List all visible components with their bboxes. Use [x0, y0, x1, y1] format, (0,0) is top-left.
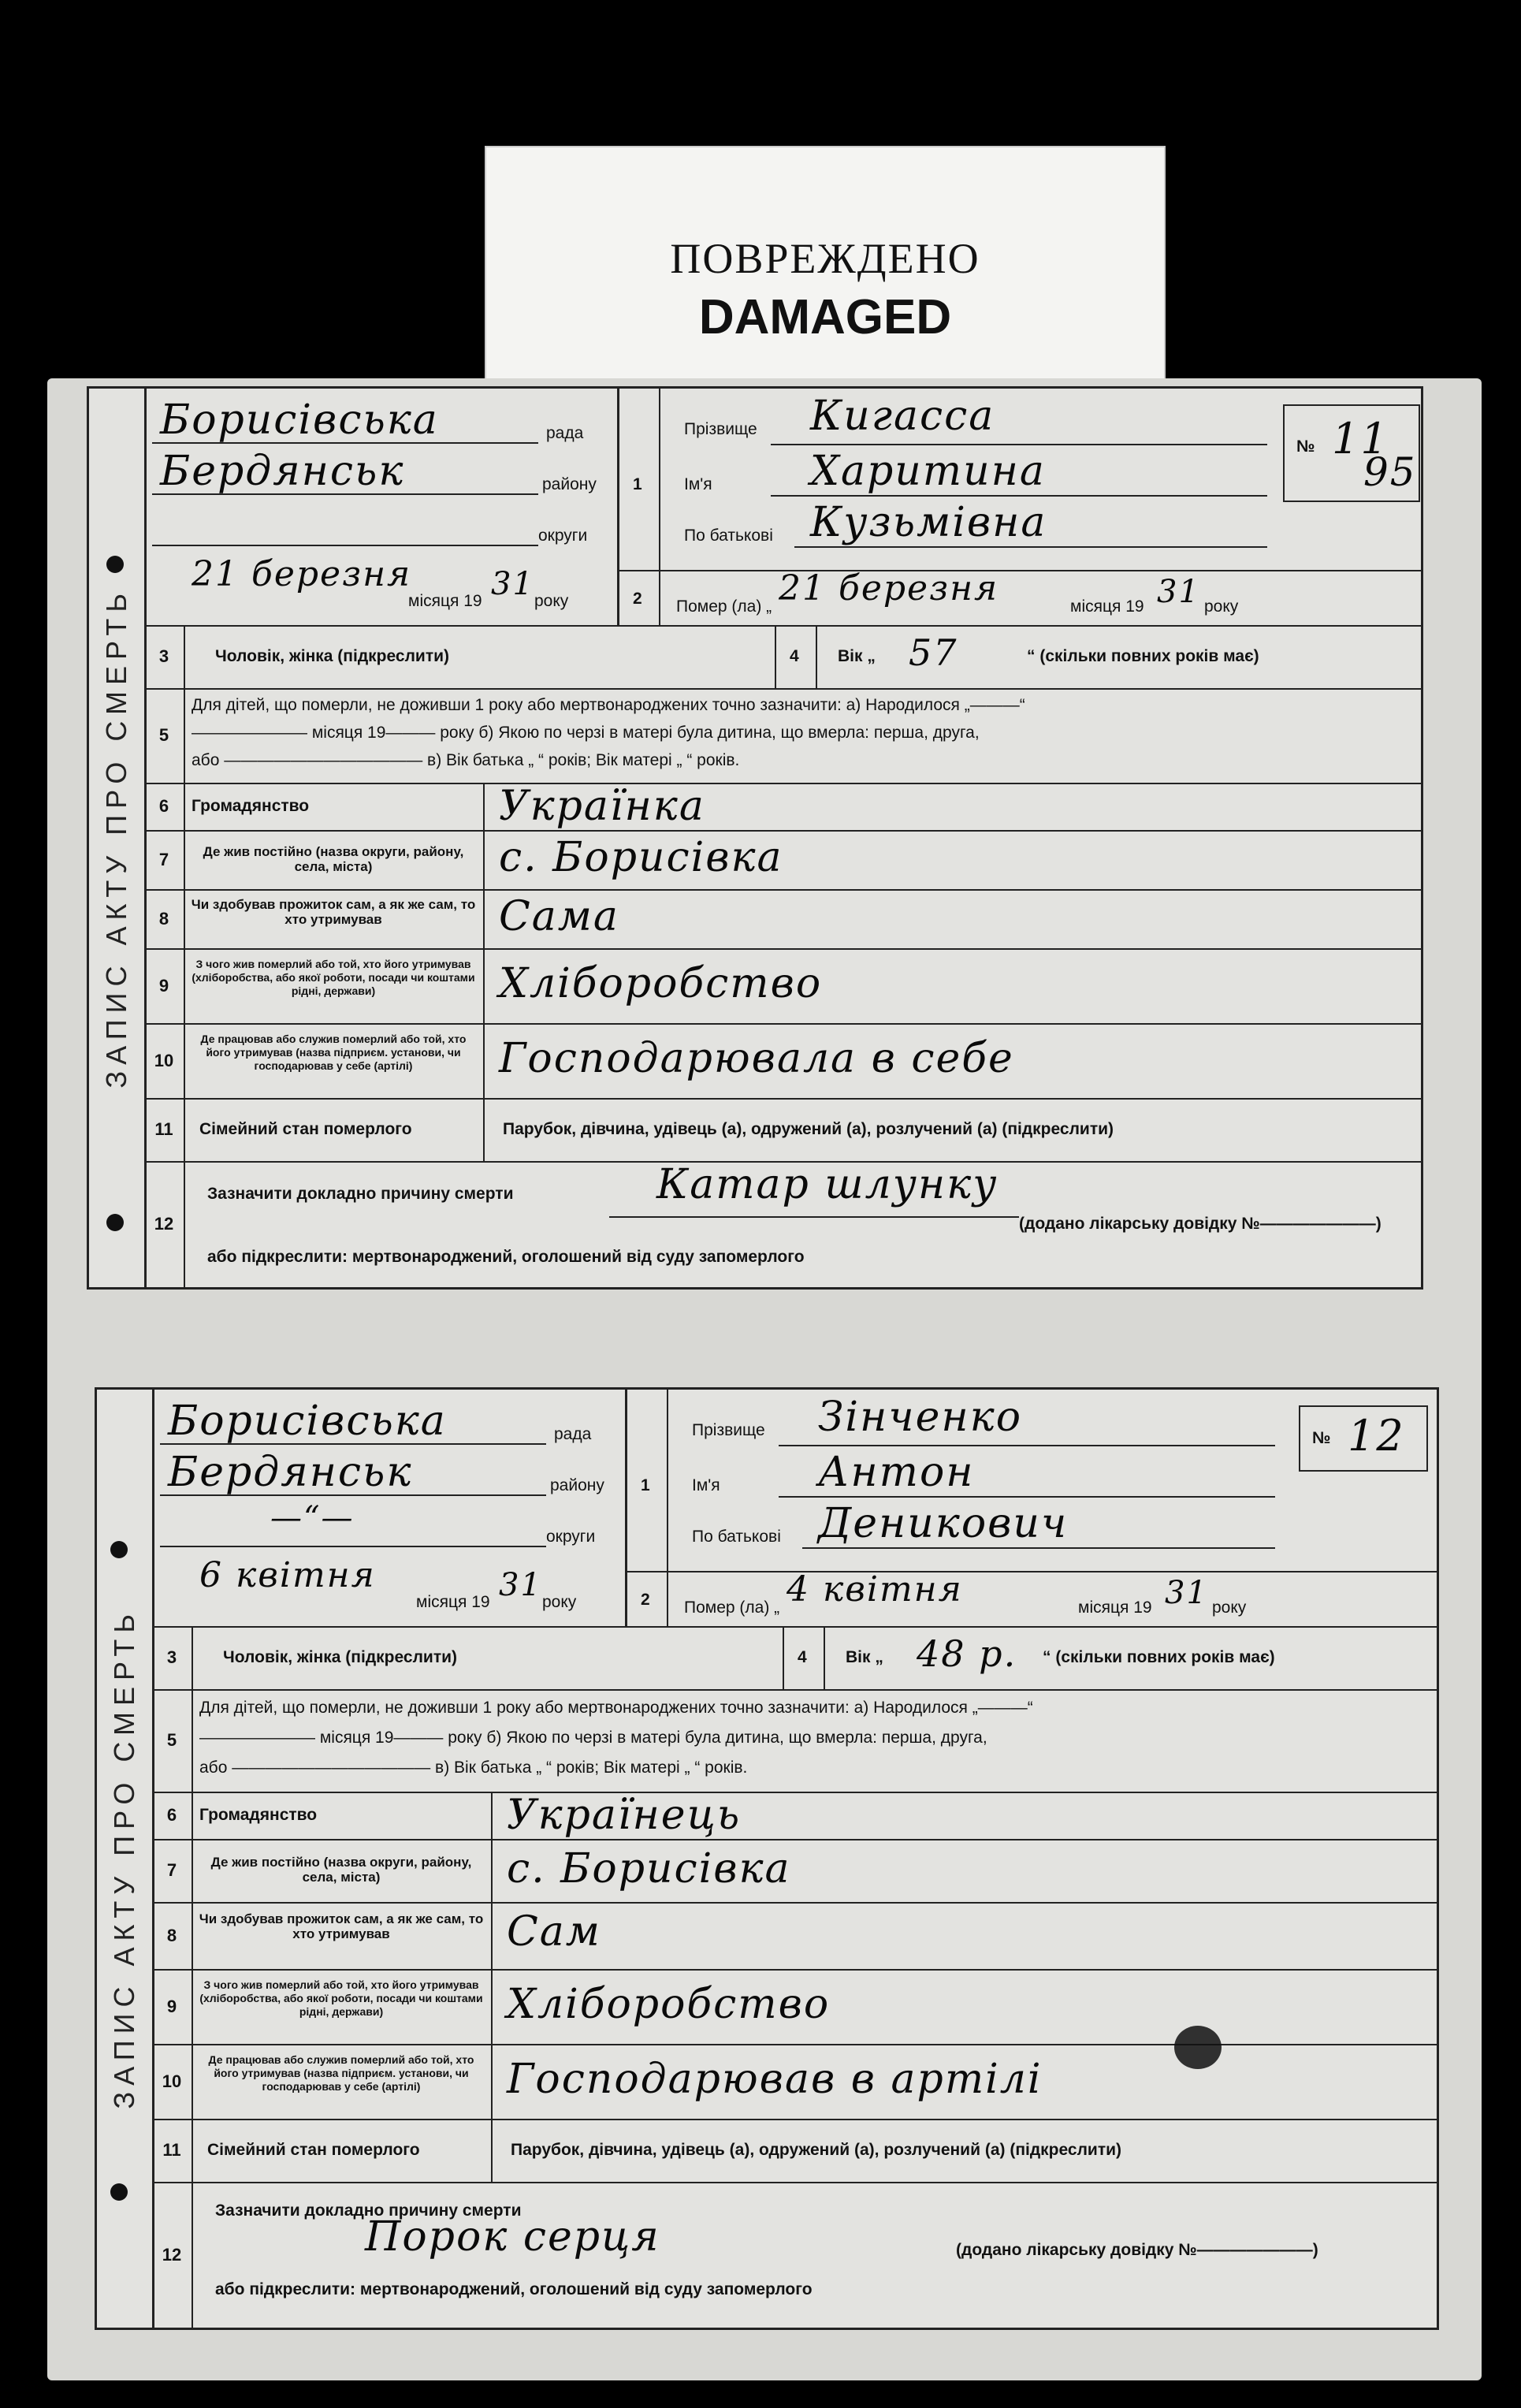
children-line-1: Для дітей, що померли, не доживши 1 року або мертвонароджених точно зазначити: а) Народилося „———“ [192, 696, 1025, 714]
age-label: Вік „ [838, 647, 876, 665]
death-record-1 [87, 386, 1423, 1290]
row-cause-2: 12 Зазначити докладно причину смерти Порок серця (додано лікарську довідку №———————) або підкреслити: мертвонароджений, оголошений від суду запомерлого [152, 2182, 1437, 2328]
number-label-2: № [1312, 1429, 1331, 1447]
marital-options: Парубок, дівчина, удівець (а), одружений (а), розлучений (а) (підкреслити) [503, 1120, 1114, 1138]
row-cause: 12 Зазначити докладно причину смерти Катар шлунку (додано лікарську довідку №———————) або підкреслити: мертвонароджений, оголошений від суду запомерлого [144, 1161, 1421, 1287]
residence-value: с. Борисівка [499, 834, 783, 881]
raion-value-2: Бердянськ [168, 1449, 413, 1496]
punch-hole [106, 1214, 124, 1231]
row-sex-age: 3 Чоловік, жінка (підкреслити) 4 Вік „ 57 “ (скільки повних років має) [144, 625, 1421, 690]
patronymic-value: Кузьмівна [810, 499, 1047, 546]
damaged-stamp [485, 146, 1166, 401]
cause-alt-2: або підкреслити: мертвонароджений, оголошений від суду запомерлого [215, 2280, 813, 2298]
died-label-2: Помер (ла) „ [684, 1599, 780, 1617]
rada-label-2: рада [554, 1425, 592, 1443]
paper-sheet [47, 378, 1482, 2380]
rada-value-2: Борисівська [168, 1398, 447, 1445]
number-label: № [1296, 437, 1315, 456]
row-residence: 7 Де жив постійно (назва округи, району, села, міста) с. Борисівка [144, 830, 1421, 891]
punch-hole [106, 556, 124, 573]
row-livelihood-2: 8 Чи здобував прожиток сам, а як же сам, то хто утримував Сам [152, 1902, 1437, 1971]
livelihood-value-2: Сам [507, 1908, 601, 1956]
marital-label: Сімейний стан померлого [199, 1120, 412, 1138]
row-work: 10 Де працював або служив померлий або той, хто його утримував (назва підприєм. установи, чи господарював у себе (артілі) Господарювала в себе [144, 1023, 1421, 1100]
reg-month-label-2: місяця 19 [416, 1593, 490, 1611]
death-year-label: року [1204, 597, 1239, 616]
died-label: Помер (ла) „ [676, 597, 772, 616]
reg-year-label-2: року [542, 1593, 577, 1611]
row-marital: 11 Сімейний стан померлого Парубок, дівчина, удівець (а), одружений (а), розлучений (а) (підкреслити) [144, 1098, 1421, 1163]
okruha-label-2: округи [546, 1528, 596, 1546]
residence-label: Де жив постійно (назва округи, району, села, міста) [203, 844, 464, 874]
header-block: Борисівська рада Бердянськ району округи 21 березня місяця 19 31 року 1 2 Прізвище Кигасса Ім'я Харитина По батькові Кузьмівна № 11 95 Помер (ла) „ 21 березня місяця 19 31 року [144, 389, 1421, 627]
death-month-label: місяця 19 [1070, 597, 1144, 616]
side-title: ЗАПИС АКТУ ПРО СМЕРТЬ [89, 389, 147, 1287]
reg-month-label: місяця 19 [408, 592, 482, 610]
source-value-2: Хліборобство [507, 1981, 831, 2028]
death-date-2: 4 квітня [787, 1569, 963, 1610]
row-children: 5 Для дітей, що померли, не доживши 1 року або мертвонароджених точно зазначити: а) Народилося „———“ ——————— місяця 19——— року б) Якою по черзі в матері була дитина, що вмерла: перша, друга, або ———————————— в) Вік батька „ “ років; Вік матері „ “ років. [144, 688, 1421, 784]
okruha-value-2: —“— [270, 1500, 355, 1536]
death-year: 31 [1157, 574, 1200, 610]
cause-value: Катар шлунку [656, 1161, 999, 1208]
livelihood-value: Сама [499, 893, 619, 940]
ink-stain [1174, 2026, 1222, 2069]
work-label: Де працював або служив померлий або той, хто його утримував (назва підприєм. установи, чи господарював у себе (артілі) [200, 1033, 467, 1072]
surname-label: Прізвище [684, 420, 757, 438]
death-month-label-2: місяця 19 [1078, 1599, 1152, 1617]
work-value-2: Господарював в артілі [507, 2056, 1043, 2103]
patronymic-value-2: Деникович [818, 1500, 1069, 1547]
citizenship-label-2: Громадянство [199, 1806, 318, 1824]
record-number-2: 95 [1363, 449, 1417, 495]
record-number-b: 12 [1348, 1411, 1405, 1461]
children-line-1b: Для дітей, що померли, не доживши 1 року або мертвонароджених точно зазначити: а) Народилося „———“ [199, 1699, 1033, 1717]
side-title-2: ЗАПИС АКТУ ПРО СМЕРТЬ [97, 1390, 154, 2328]
raion-label-2: району [550, 1476, 604, 1494]
header-block-2: Борисівська рада Бердянськ району —“— округи 6 квітня місяця 19 31 року 1 2 Прізвище Зінченко Ім'я Антон По батькові Деникович № 12 Помер (ла) „ 4 квітня місяця 19 31 року [152, 1390, 1437, 1628]
residence-label-2: Де жив постійно (назва округи, району, села, міста) [210, 1855, 472, 1885]
row-livelihood: 8 Чи здобував прожиток сам, а як же сам, то хто утримував Сама [144, 889, 1421, 950]
death-year-2: 31 [1165, 1575, 1208, 1611]
children-line-2b: ——————— місяця 19——— року б) Якою по черзі в матері була дитина, що вмерла: перша, друга, [199, 1729, 987, 1747]
age-value: 57 [909, 631, 958, 674]
death-record-2 [95, 1387, 1439, 2330]
patronymic-label-2: По батькові [692, 1528, 781, 1546]
surname-value-2: Зінченко [818, 1394, 1023, 1441]
marital-label-2: Сімейний стан померлого [207, 2141, 420, 2159]
row-work-2: 10 Де працював або служив померлий або той, хто його утримував (назва підприєм. установи, чи господарював у себе (артілі) Господарював в артілі [152, 2044, 1437, 2120]
row-sex-age-2: 3 Чоловік, жінка (підкреслити) 4 Вік „ 48 р. “ (скільки повних років має) [152, 1626, 1437, 1691]
raion-value: Бердянськ [160, 448, 405, 495]
registration-date: 21 березня [192, 554, 412, 594]
source-label-2: З чого жив померлий або той, хто його утримував (хліборобства, або якої роботи, посади чи коштами рідні, держави) [199, 1978, 483, 2018]
name-value: Харитина [810, 448, 1046, 495]
source-value: Хліборобство [499, 960, 823, 1007]
raion-label: району [542, 475, 597, 493]
name-label: Ім'я [684, 475, 712, 493]
cause-note-2: (додано лікарську довідку №———————) [956, 2241, 1318, 2259]
record-number: 11 [1332, 414, 1389, 463]
rada-value: Борисівська [160, 396, 439, 444]
row-children-2: 5 Для дітей, що померли, не доживши 1 року або мертвонароджених точно зазначити: а) Народилося „———“ ——————— місяця 19——— року б) Якою по черзі в матері була дитина, що вмерла: перша, друга, або ———————————— в) Вік батька „ “ років; Вік матері „ “ років. [152, 1689, 1437, 1793]
sex-label: Чоловік, жінка (підкреслити) [215, 647, 450, 665]
okruha-label: округи [538, 527, 588, 545]
name-label-2: Ім'я [692, 1476, 720, 1494]
registration-year-2: 31 [499, 1567, 542, 1603]
cause-note: (додано лікарську довідку №———————) [1019, 1215, 1382, 1233]
reg-year-label: року [534, 592, 569, 610]
registration-year: 31 [491, 566, 534, 602]
livelihood-label: Чи здобував прожиток сам, а як же сам, то хто утримував [191, 897, 476, 927]
children-line-3: або ———————————— в) Вік батька „ “ років; Вік матері „ “ років. [192, 751, 740, 769]
stamp-ru: ПОВРЕЖДЕНО [670, 235, 980, 282]
death-date: 21 березня [779, 568, 999, 609]
name-value-2: Антон [818, 1449, 975, 1496]
surname-label-2: Прізвище [692, 1421, 765, 1439]
marital-options-2: Парубок, дівчина, удівець (а), одружений (а), розлучений (а) (підкреслити) [511, 2141, 1122, 2159]
row-citizenship: 6 Громадянство Українка [144, 783, 1421, 832]
citizenship-value: Українка [499, 783, 705, 830]
patronymic-label: По батькові [684, 527, 773, 545]
citizenship-label: Громадянство [192, 797, 310, 815]
livelihood-label-2: Чи здобував прожиток сам, а як же сам, то хто утримував [199, 1911, 484, 1941]
cause-label: Зазначити докладно причину смерти [207, 1185, 514, 1203]
sex-label-2: Чоловік, жінка (підкреслити) [223, 1648, 458, 1666]
row-citizenship-2: 6 Громадянство Українець [152, 1792, 1437, 1840]
citizenship-value-2: Українець [507, 1792, 742, 1839]
cause-label-2: Зазначити докладно причину смерти [215, 2201, 522, 2220]
children-line-2: ——————— місяця 19——— року б) Якою по черзі в матері була дитина, що вмерла: перша, друга, [192, 724, 980, 742]
age-note: “ (скільки повних років має) [1027, 647, 1259, 665]
work-label-2: Де працював або служив померлий або той, хто його утримував (назва підприєм. установи, чи господарював у себе (артілі) [208, 2053, 474, 2093]
cause-alt: або підкреслити: мертвонароджений, оголошений від суду запомерлого [207, 1248, 805, 1266]
row-source-2: 9 З чого жив померлий або той, хто його утримував (хліборобства, або якої роботи, посади чи коштами рідні, держави) Хліборобство [152, 1969, 1437, 2045]
residence-value-2: с. Борисівка [507, 1845, 791, 1893]
punch-hole [110, 2183, 128, 2201]
row-marital-2: 11 Сімейний стан померлого Парубок, дівчина, удівець (а), одружений (а), розлучений (а) (підкреслити) [152, 2119, 1437, 2183]
age-note-2: “ (скільки повних років має) [1043, 1648, 1275, 1666]
death-year-label-2: року [1212, 1599, 1247, 1617]
cause-value-2: Порок серця [365, 2213, 660, 2261]
surname-value: Кигасса [810, 393, 995, 440]
stamp-en: DAMAGED [698, 290, 952, 344]
work-value: Господарювала в себе [499, 1035, 1014, 1082]
rada-label: рада [546, 424, 584, 442]
row-source: 9 З чого жив померлий або той, хто його утримував (хліборобства, або якої роботи, посади чи коштами рідні, держави) Хліборобство [144, 948, 1421, 1025]
children-line-3b: або ———————————— в) Вік батька „ “ років; Вік матері „ “ років. [199, 1759, 748, 1777]
row-residence-2: 7 Де жив постійно (назва округи, району, села, міста) с. Борисівка [152, 1839, 1437, 1904]
source-label: З чого жив померлий або той, хто його утримував (хліборобства, або якої роботи, посади чи коштами рідні, держави) [192, 958, 475, 997]
punch-hole [110, 1541, 128, 1558]
registration-date-2: 6 квітня [199, 1555, 376, 1595]
age-label-2: Вік „ [846, 1648, 883, 1666]
age-value-2: 48 р. [917, 1632, 1017, 1675]
